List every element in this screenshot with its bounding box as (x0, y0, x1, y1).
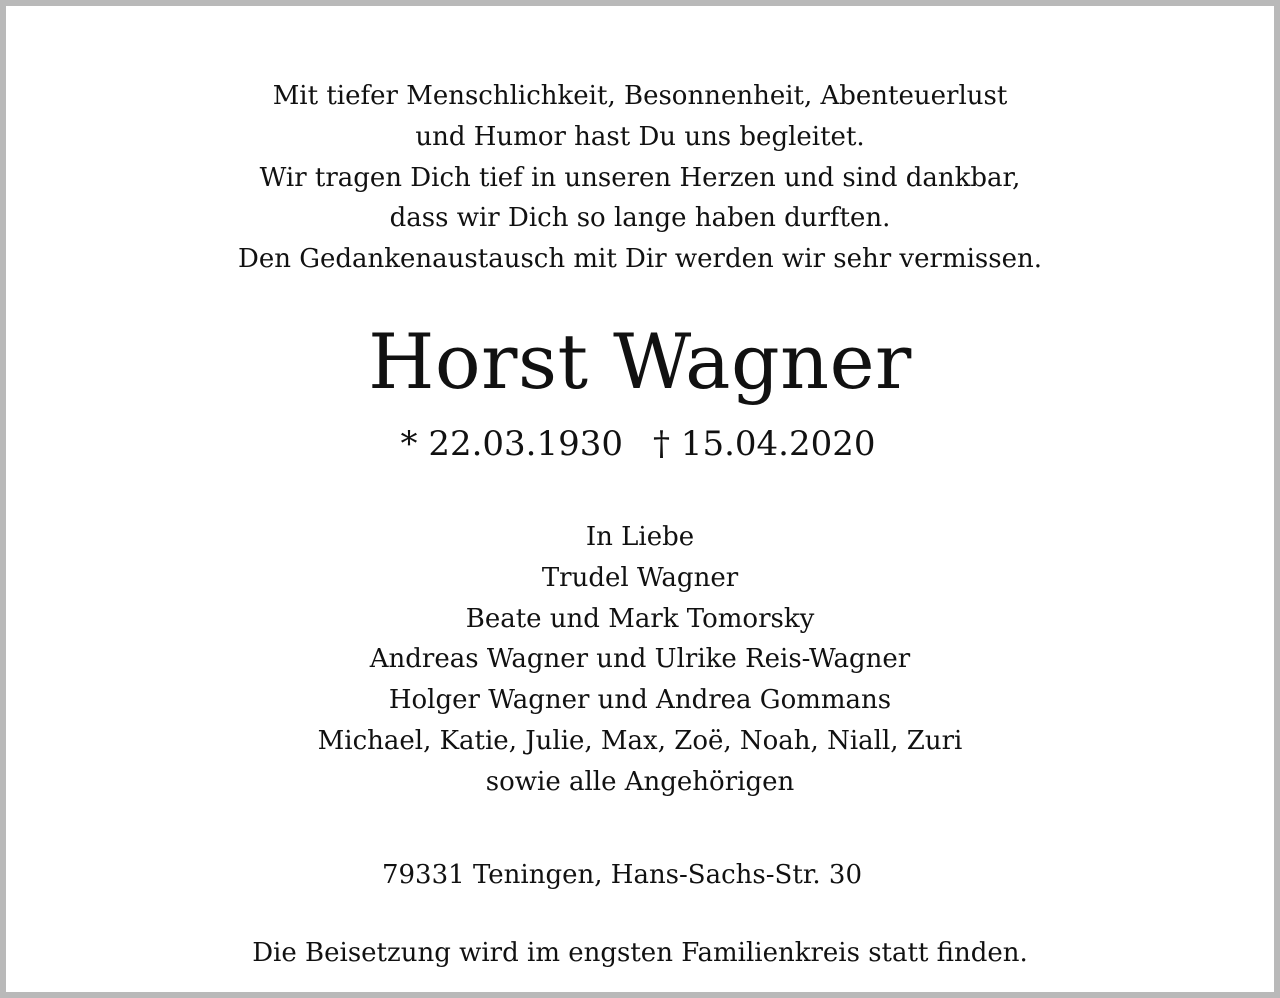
intro-line: Den Gedankenaustausch mit Dir werden wir sehr vermissen. (237, 244, 1042, 275)
mourner-line: Andreas Wagner und Ulrike Reis-Wagner (369, 644, 911, 675)
mourner-line: Trudel Wagner (541, 562, 739, 593)
intro-verse (6, 76, 1274, 280)
mourner-line: In Liebe (585, 522, 695, 552)
intro-line: Wir tragen Dich tief in unseren Herzen und sind dankbar, (259, 162, 1021, 193)
mourner-line: sowie alle Angehörigen (485, 766, 795, 797)
mourners-list (6, 517, 1274, 803)
life-dates (4, 419, 1272, 469)
funeral-note: Die Beisetzung wird im engsten Familienkreis statt finden. (252, 938, 1028, 968)
intro-line: und Humor hast Du uns begleitet. (415, 121, 865, 152)
intro-line: dass wir Dich so lange haben durften. (389, 203, 891, 234)
death-date: † 15.04.2020 (653, 424, 876, 464)
mourner-line: Beate und Mark Tomorsky (465, 603, 815, 634)
mourner-line: Michael, Katie, Julie, Max, Zoë, Noah, Niall, Zuri (317, 725, 963, 756)
mourner-line: Holger Wagner und Andrea Gommans (388, 685, 892, 716)
intro-line: Mit tiefer Menschlichkeit, Besonnenheit, Abenteuerlust (272, 81, 1008, 111)
birth-date: * 22.03.1930 (400, 424, 623, 464)
deceased-name: Horst Wagner (368, 317, 912, 406)
family-address: 79331 Teningen, Hans-Sachs-Str. 30 (381, 860, 863, 890)
